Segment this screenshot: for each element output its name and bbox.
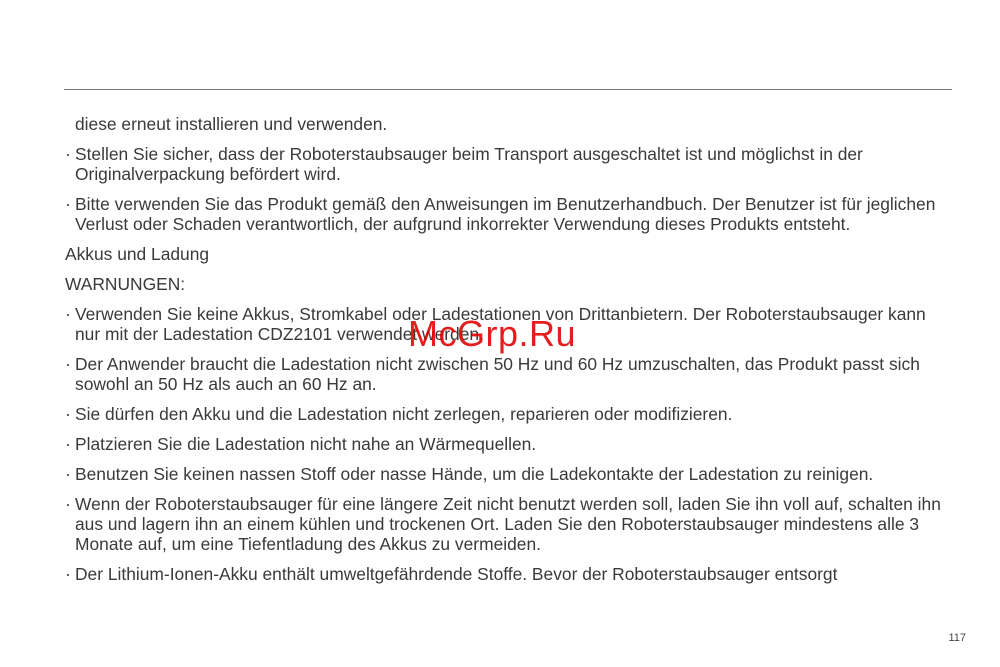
bullet-dot: · [65,404,71,424]
bullet-dot: · [65,144,71,164]
list-item-text: Stellen Sie sicher, dass der Roboterstaubsauger beim Transport ausgeschaltet ist und möglichst in der Originalverpackung befördert wird. [75,144,863,184]
bullet-dot: · [65,564,71,584]
list-item [65,494,955,554]
list-item [65,564,955,584]
list-item [65,464,955,484]
page-number: 117 [948,632,966,644]
bullet-dot: · [65,434,71,454]
list-item-text: Benutzen Sie keinen nassen Stoff oder nasse Hände, um die Ladekontakte der Ladestation zu reinigen. [75,464,874,484]
list-item-text: Der Lithium-Ionen-Akku enthält umweltgefährdende Stoffe. Bevor der Roboterstaubsauger entsorgt [75,564,838,584]
bullet-dot: · [65,304,71,324]
bullet-dot: · [65,354,71,374]
bullet-dot: · [65,494,71,514]
list-item-text: Platzieren Sie die Ladestation nicht nahe an Wärmequellen. [75,434,537,454]
section-heading: Akkus und Ladung [65,244,210,264]
list-item-text: Verwenden Sie keine Akkus, Stromkabel oder Ladestationen von Drittanbietern. Der Roboterstaubsauger kann nur mit der Ladestation CDZ2101 verwendet werden. [75,304,926,344]
list-item [65,354,955,394]
page-body [65,114,955,594]
list-item-text: Wenn der Roboterstaubsauger für eine längere Zeit nicht benutzt werden soll, laden Sie ihn voll auf, schalten ihn aus und lagern ihn an einem kühlen und trockenen Ort. Laden Sie den Roboterstaubsauger mindestens alle 3 Monate auf, um eine Tiefentladung des Akkus zu vermeiden. [75,494,941,554]
list-item-text: Sie dürfen den Akku und die Ladestation nicht zerlegen, reparieren oder modifizieren. [75,404,733,424]
warnings-label: WARNUNGEN: [65,274,186,294]
watermark: McGrp.Ru [408,313,577,354]
list-item [65,144,955,184]
bullet-dot: · [65,464,71,484]
header-rule [64,89,952,90]
list-item [65,434,955,454]
bullet-dot: · [65,194,71,214]
list-item-text: Bitte verwenden Sie das Produkt gemäß den Anweisungen im Benutzerhandbuch. Der Benutzer ist für jeglichen Verlust oder Schaden verantwortlich, der aufgrund inkorrekter Verwendung dieses Produkts entsteht. [75,194,936,234]
bullet-list-top [65,144,955,234]
list-item [65,404,955,424]
list-item-text: Der Anwender braucht die Ladestation nicht zwischen 50 Hz und 60 Hz umzuschalten, das Produkt passt sich sowohl an 50 Hz als auch an 60 Hz an. [75,354,920,394]
continuation-text: diese erneut installieren und verwenden. [75,114,388,134]
list-item [65,194,955,234]
